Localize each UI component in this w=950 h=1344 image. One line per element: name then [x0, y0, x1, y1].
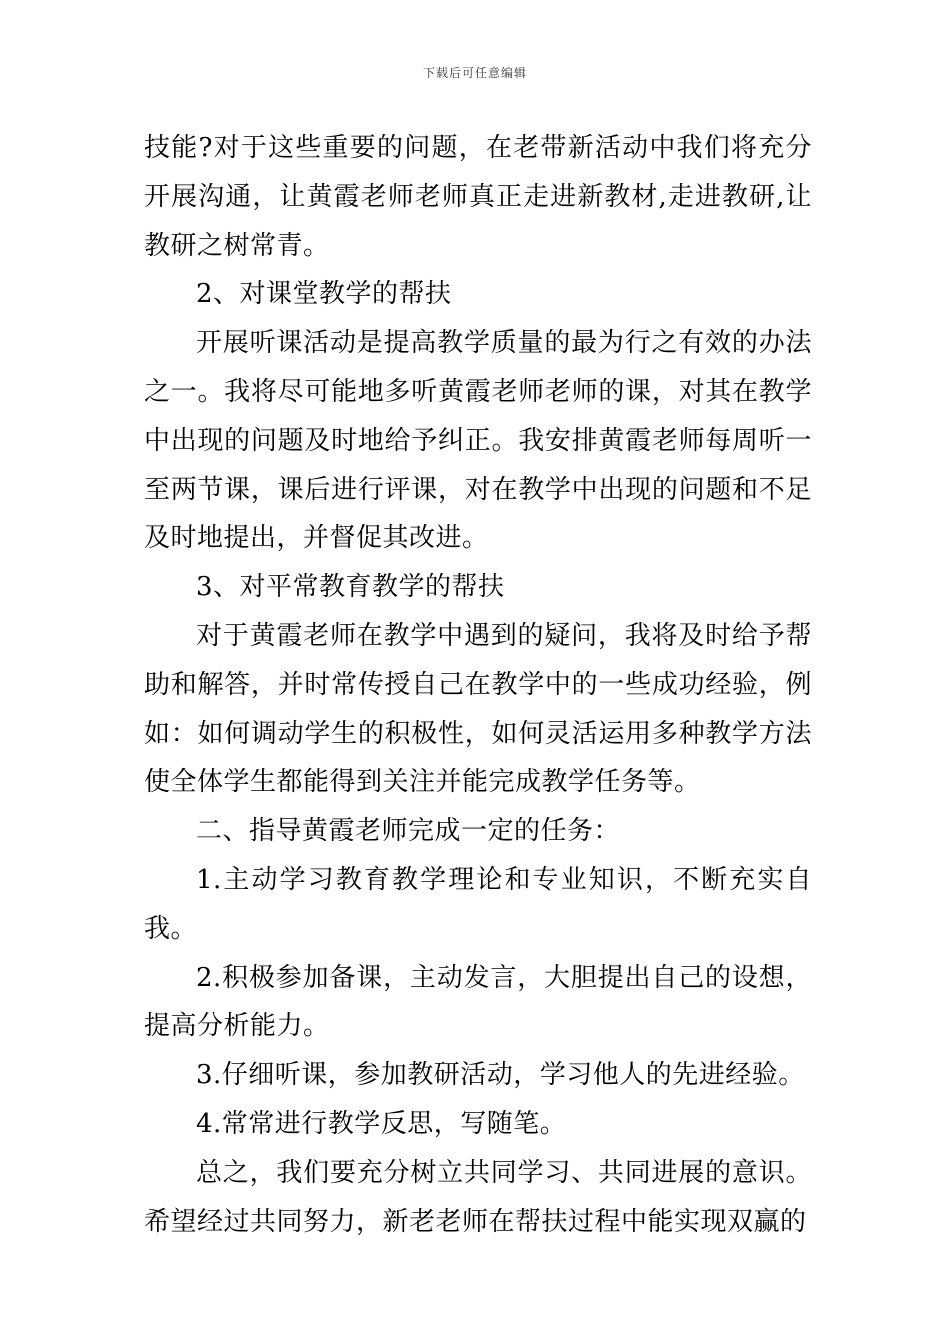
task-item-4: 4.常常进行教学反思，写随笔。	[196, 1108, 567, 1139]
paragraph-daily-support: 对于黄霞老师在教学中遇到的疑问，我将及时给予帮助和解答，并时常传授自己在教学中的一些成功经验，例如：如何调动学生的积极性，如何灵活运用多种教学方法使全体学生都能得到关注并能完成教学任务等。	[144, 620, 812, 798]
section-heading-tasks: 二、指导黄霞老师完成一定的任务：	[196, 816, 621, 847]
task-item-3: 3.仔细听课，参加教研活动，学习他人的先进经验。	[196, 1060, 805, 1091]
task-item-1: 1.主动学习教育教学理论和专业知识，不断充实自我。	[144, 864, 812, 944]
task-item-2: 2.积极参加备课，主动发言，大胆提出自己的设想，提高分析能力。	[144, 962, 812, 1042]
paragraph-continuation: 技能?对于这些重要的问题，在老带新活动中我们将充分开展沟通，让黄霞老师老师真正走进新教材,走进教研,让教研之树常青。	[144, 133, 812, 261]
paragraph-lesson-observation: 开展听课活动是提高教学质量的最为行之有效的办法之一。我将尽可能地多听黄霞老师老师的课，对其在教学中出现的问题及时地给予纠正。我安排黄霞老师每周听一至两节课，课后进行评课，对在教学中出现的问题和不足及时地提出，并督促其改进。	[144, 328, 812, 554]
section-heading-classroom-support: 2、对课堂教学的帮扶	[196, 279, 452, 310]
page-header-note: 下载后可任意编辑	[422, 66, 527, 80]
document-body	[144, 124, 812, 1246]
section-heading-daily-teaching-support: 3、对平常教育教学的帮扶	[196, 572, 505, 603]
paragraph-conclusion: 总之，我们要充分树立共同学习、共同进展的意识。希望经过共同努力，新老老师在帮扶过程中能实现双赢的	[144, 1157, 812, 1237]
